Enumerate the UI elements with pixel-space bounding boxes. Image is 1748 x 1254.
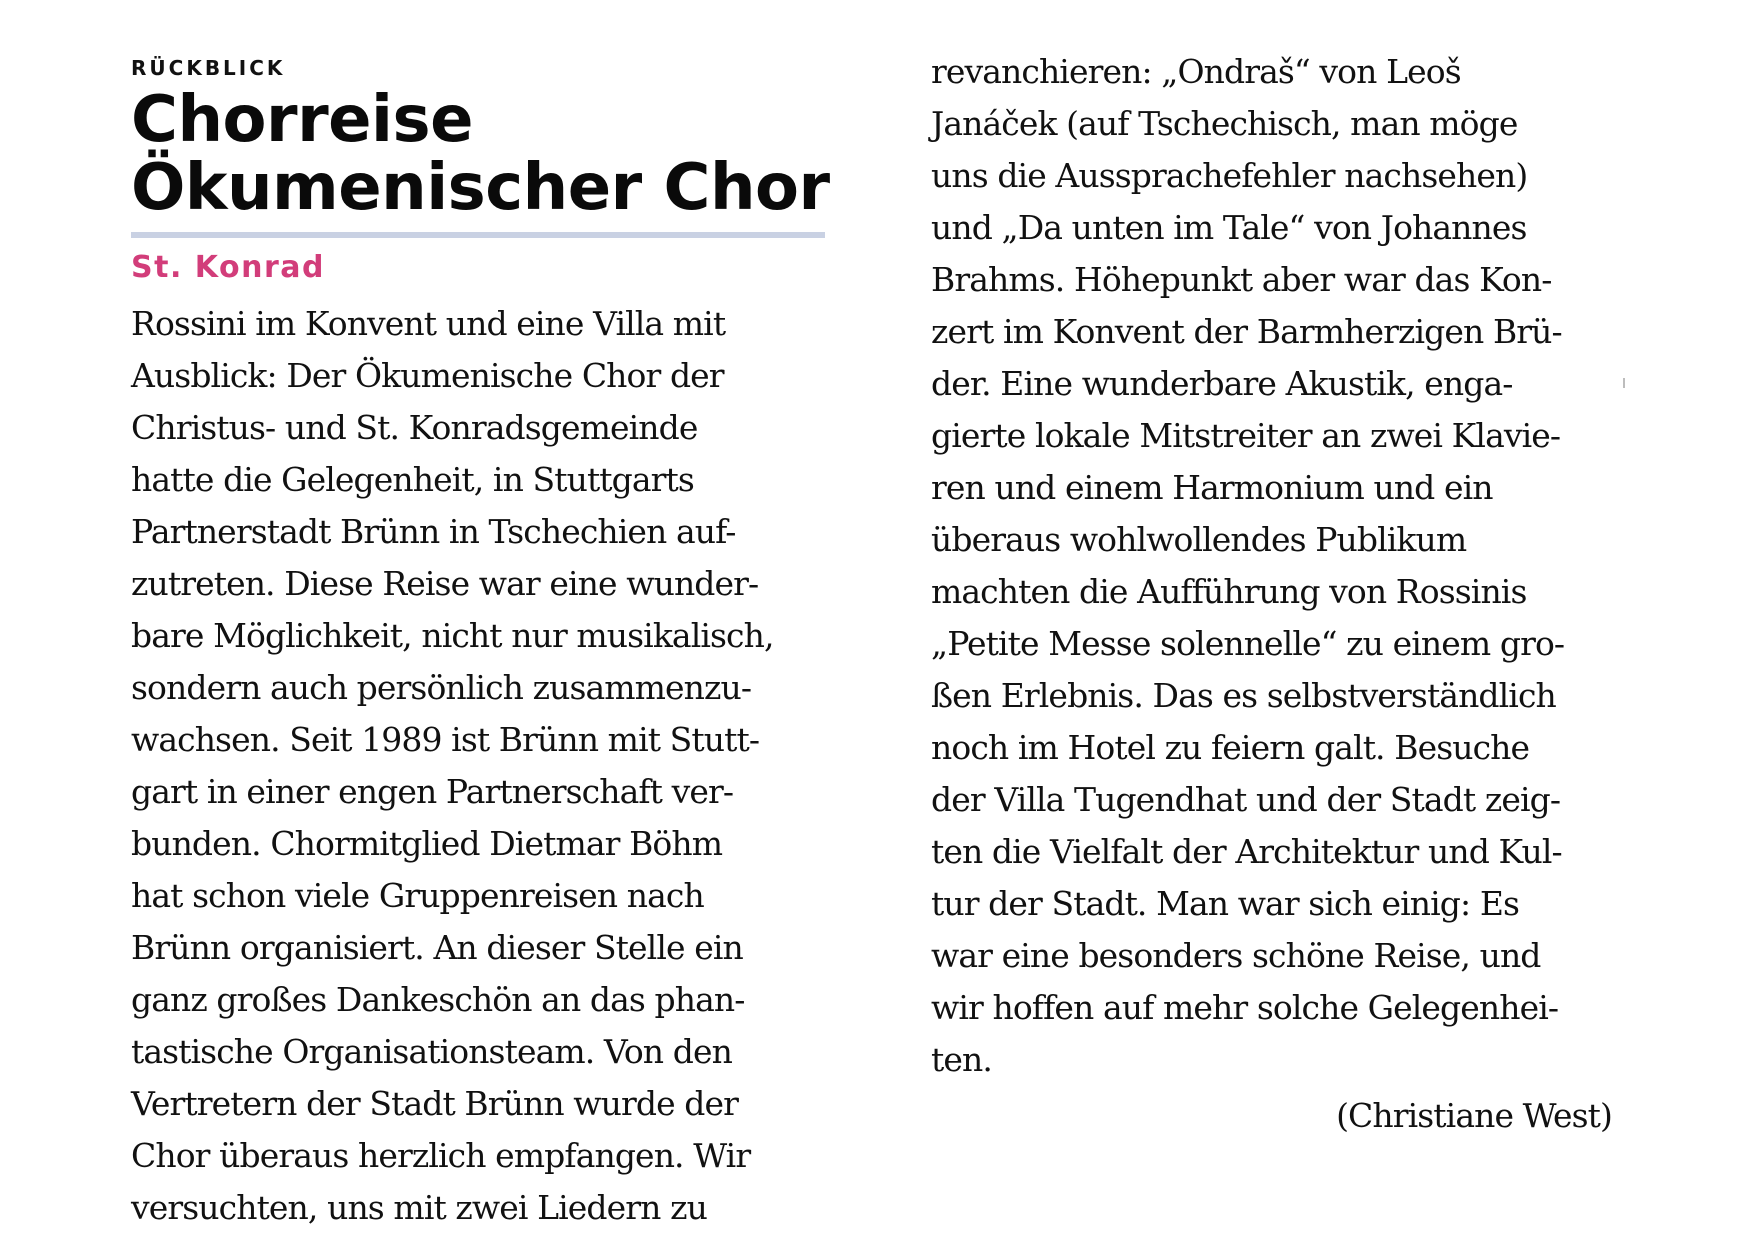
body-line: bunden. Chormitglied Dietmar Böhm <box>131 824 723 863</box>
headline-line: Chorreise <box>131 83 473 157</box>
headline-line: Ökumenischer Chor <box>131 151 830 225</box>
body-line: Vertretern der Stadt Brünn wurde der <box>131 1084 739 1123</box>
body-line: gart in einer engen Partnerschaft ver- <box>131 772 734 811</box>
kicker: RÜCKBLICK <box>131 56 286 80</box>
body-line: ten. <box>931 1040 992 1079</box>
left-column <box>131 56 831 1234</box>
body-line: zert im Konvent der Barmherzigen Brü- <box>931 312 1562 351</box>
body-line: tur der Stadt. Man war sich einig: Es <box>931 884 1520 923</box>
body-line: Janáček (auf Tschechisch, man möge <box>931 104 1518 143</box>
body-line: bare Möglichkeit, nicht nur musikalisch, <box>131 616 774 655</box>
body-line: noch im Hotel zu feiern galt. Besuche <box>931 728 1530 767</box>
subhead: St. Konrad <box>131 250 325 285</box>
body-line: der Villa Tugendhat und der Stadt zeig- <box>931 780 1561 819</box>
body-line: Chor überaus herzlich empfangen. Wir <box>131 1136 751 1175</box>
body-line: zutreten. Diese Reise war eine wunder- <box>131 564 759 603</box>
body-line: uns die Aussprachefehler nachsehen) <box>931 156 1528 195</box>
body-line: machten die Aufführung von Rossinis <box>931 572 1527 611</box>
body-line: hatte die Gelegenheit, in Stuttgarts <box>131 460 694 499</box>
body-line: Rossini im Konvent und eine Villa mit <box>131 304 726 343</box>
body-line: wir hoffen auf mehr solche Gelegenhei- <box>931 988 1559 1027</box>
body-line: Ausblick: Der Ökumenische Chor der <box>131 356 724 395</box>
body-line: der. Eine wunderbare Akustik, enga- <box>931 364 1513 403</box>
body-line: Brahms. Höhepunkt aber war das Kon- <box>931 260 1552 299</box>
headline-rule <box>131 232 825 238</box>
body-line: ganz großes Dankeschön an das phan- <box>131 980 745 1019</box>
body-line: tastische Organisationsteam. Von den <box>131 1032 732 1071</box>
body-line: ren und einem Harmonium und ein <box>931 468 1493 507</box>
headline <box>131 83 831 225</box>
body-line: ßen Erlebnis. Das es selbstverständlich <box>931 676 1556 715</box>
body-line: wachsen. Seit 1989 ist Brünn mit Stutt- <box>131 720 760 759</box>
body-line: revanchieren: „Ondraš“ von Leoš <box>931 52 1461 91</box>
body-line: ten die Vielfalt der Architektur und Kul- <box>931 832 1562 871</box>
right-column <box>931 46 1631 1142</box>
body-line: gierte lokale Mitstreiter an zwei Klavie- <box>931 416 1561 455</box>
body-line: Christus- und St. Konradsgemeinde <box>131 408 698 447</box>
body-line: „Petite Messe solennelle“ zu einem gro- <box>931 624 1565 663</box>
body-line: und „Da unten im Tale“ von Johannes <box>931 208 1527 247</box>
body-line: war eine besonders schöne Reise, und <box>931 936 1541 975</box>
margin-mark <box>1623 378 1625 388</box>
body-line: versuchten, uns mit zwei Liedern zu <box>131 1188 707 1227</box>
body-line: Partnerstadt Brünn in Tschechien auf- <box>131 512 736 551</box>
left-body <box>131 298 831 1234</box>
body-line: hat schon viele Gruppenreisen nach <box>131 876 704 915</box>
body-line: sondern auch persönlich zusammenzu- <box>131 668 752 707</box>
body-line: Brünn organisiert. An dieser Stelle ein <box>131 928 743 967</box>
author-signature: (Christiane West) <box>1336 1096 1612 1135</box>
body-line: überaus wohlwollendes Publikum <box>931 520 1467 559</box>
